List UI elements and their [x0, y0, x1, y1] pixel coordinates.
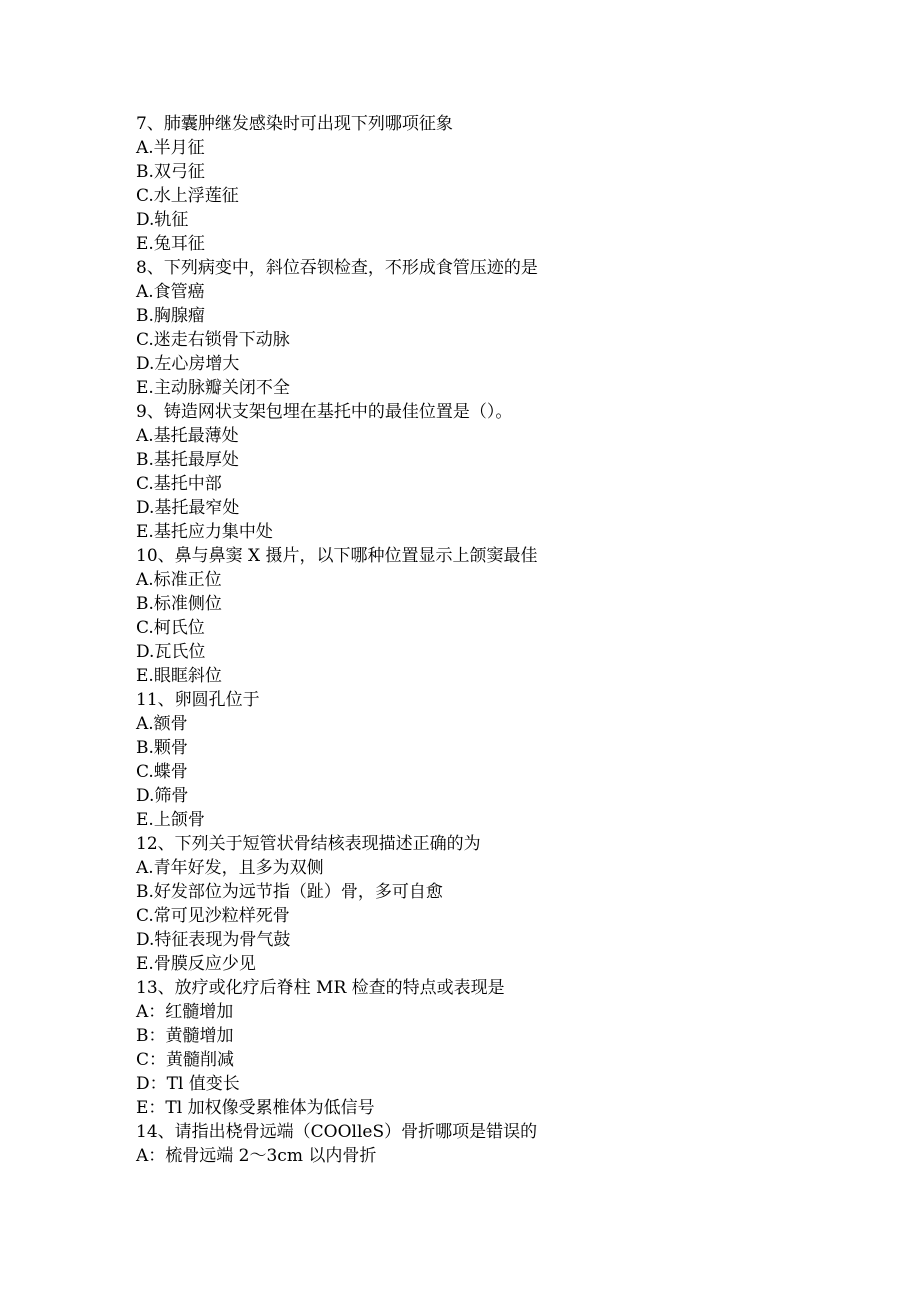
- option-a: A.半月征: [136, 138, 205, 158]
- option-d: D.瓦氏位: [136, 642, 206, 662]
- question-7: [136, 112, 856, 256]
- option-b: B.胸腺瘤: [136, 306, 205, 326]
- option-e: E.眼眶斜位: [136, 666, 222, 686]
- option-e: E.主动脉瓣关闭不全: [136, 378, 290, 398]
- question-stem: 14、请指出桡骨远端（COOlleS）骨折哪项是错误的: [136, 1122, 538, 1142]
- option-c: C.迷走右锁骨下动脉: [136, 330, 290, 350]
- question-stem: 10、鼻与鼻窦 X 摄片，以下哪种位置显示上颌窦最佳: [136, 546, 538, 566]
- question-12: [136, 832, 856, 976]
- option-c: C：黄髓削减: [136, 1050, 235, 1070]
- option-a: A.额骨: [136, 714, 188, 734]
- option-a: A：梳骨远端 2～3cm 以内骨折: [136, 1146, 377, 1166]
- option-e: E：Tl 加权像受累椎体为低信号: [136, 1098, 375, 1118]
- option-b: B：黄髓增加: [136, 1026, 234, 1046]
- option-d: D.特征表现为骨气鼓: [136, 930, 291, 950]
- question-stem: 11、卵圆孔位于: [136, 690, 260, 710]
- option-e: E.兔耳征: [136, 234, 205, 254]
- question-stem: 9、铸造网状支架包埋在基托中的最佳位置是（）。: [136, 402, 513, 422]
- question-stem: 12、下列关于短管状骨结核表现描述正确的为: [136, 834, 481, 854]
- question-10: [136, 544, 856, 688]
- option-c: C.柯氏位: [136, 618, 205, 638]
- question-stem: 7、肺囊肿继发感染时可出现下列哪项征象: [136, 114, 453, 134]
- option-a: A.青年好发，且多为双侧: [136, 858, 324, 878]
- question-stem: 13、放疗或化疗后脊柱 MR 检查的特点或表现是: [136, 978, 505, 998]
- question-13: [136, 976, 856, 1120]
- document-page: [136, 112, 856, 1168]
- question-8: [136, 256, 856, 400]
- question-14: [136, 1120, 856, 1168]
- question-11: [136, 688, 856, 832]
- option-b: B.标准侧位: [136, 594, 222, 614]
- option-a: A：红髓增加: [136, 1002, 234, 1022]
- question-9: [136, 400, 856, 544]
- option-c: C.常可见沙粒样死骨: [136, 906, 290, 926]
- option-d: D.筛骨: [136, 786, 189, 806]
- option-d: D：Tl 值变长: [136, 1074, 240, 1094]
- option-a: A.标准正位: [136, 570, 222, 590]
- option-c: C.蝶骨: [136, 762, 188, 782]
- question-stem: 8、下列病变中，斜位吞钡检查，不形成食管压迹的是: [136, 258, 538, 278]
- option-d: D.基托最窄处: [136, 498, 240, 518]
- option-e: E.上颌骨: [136, 810, 205, 830]
- option-e: E.骨膜反应少见: [136, 954, 256, 974]
- option-a: A.食管癌: [136, 282, 205, 302]
- option-c: C.水上浮莲征: [136, 186, 239, 206]
- option-e: E.基托应力集中处: [136, 522, 273, 542]
- option-b: B.好发部位为远节指（趾）骨，多可自愈: [136, 882, 443, 902]
- option-d: D.左心房增大: [136, 354, 240, 374]
- option-a: A.基托最薄处: [136, 426, 239, 446]
- option-c: C.基托中部: [136, 474, 222, 494]
- option-b: B.颗骨: [136, 738, 188, 758]
- option-b: B.双弓征: [136, 162, 205, 182]
- option-d: D.轨征: [136, 210, 189, 230]
- option-b: B.基托最厚处: [136, 450, 239, 470]
